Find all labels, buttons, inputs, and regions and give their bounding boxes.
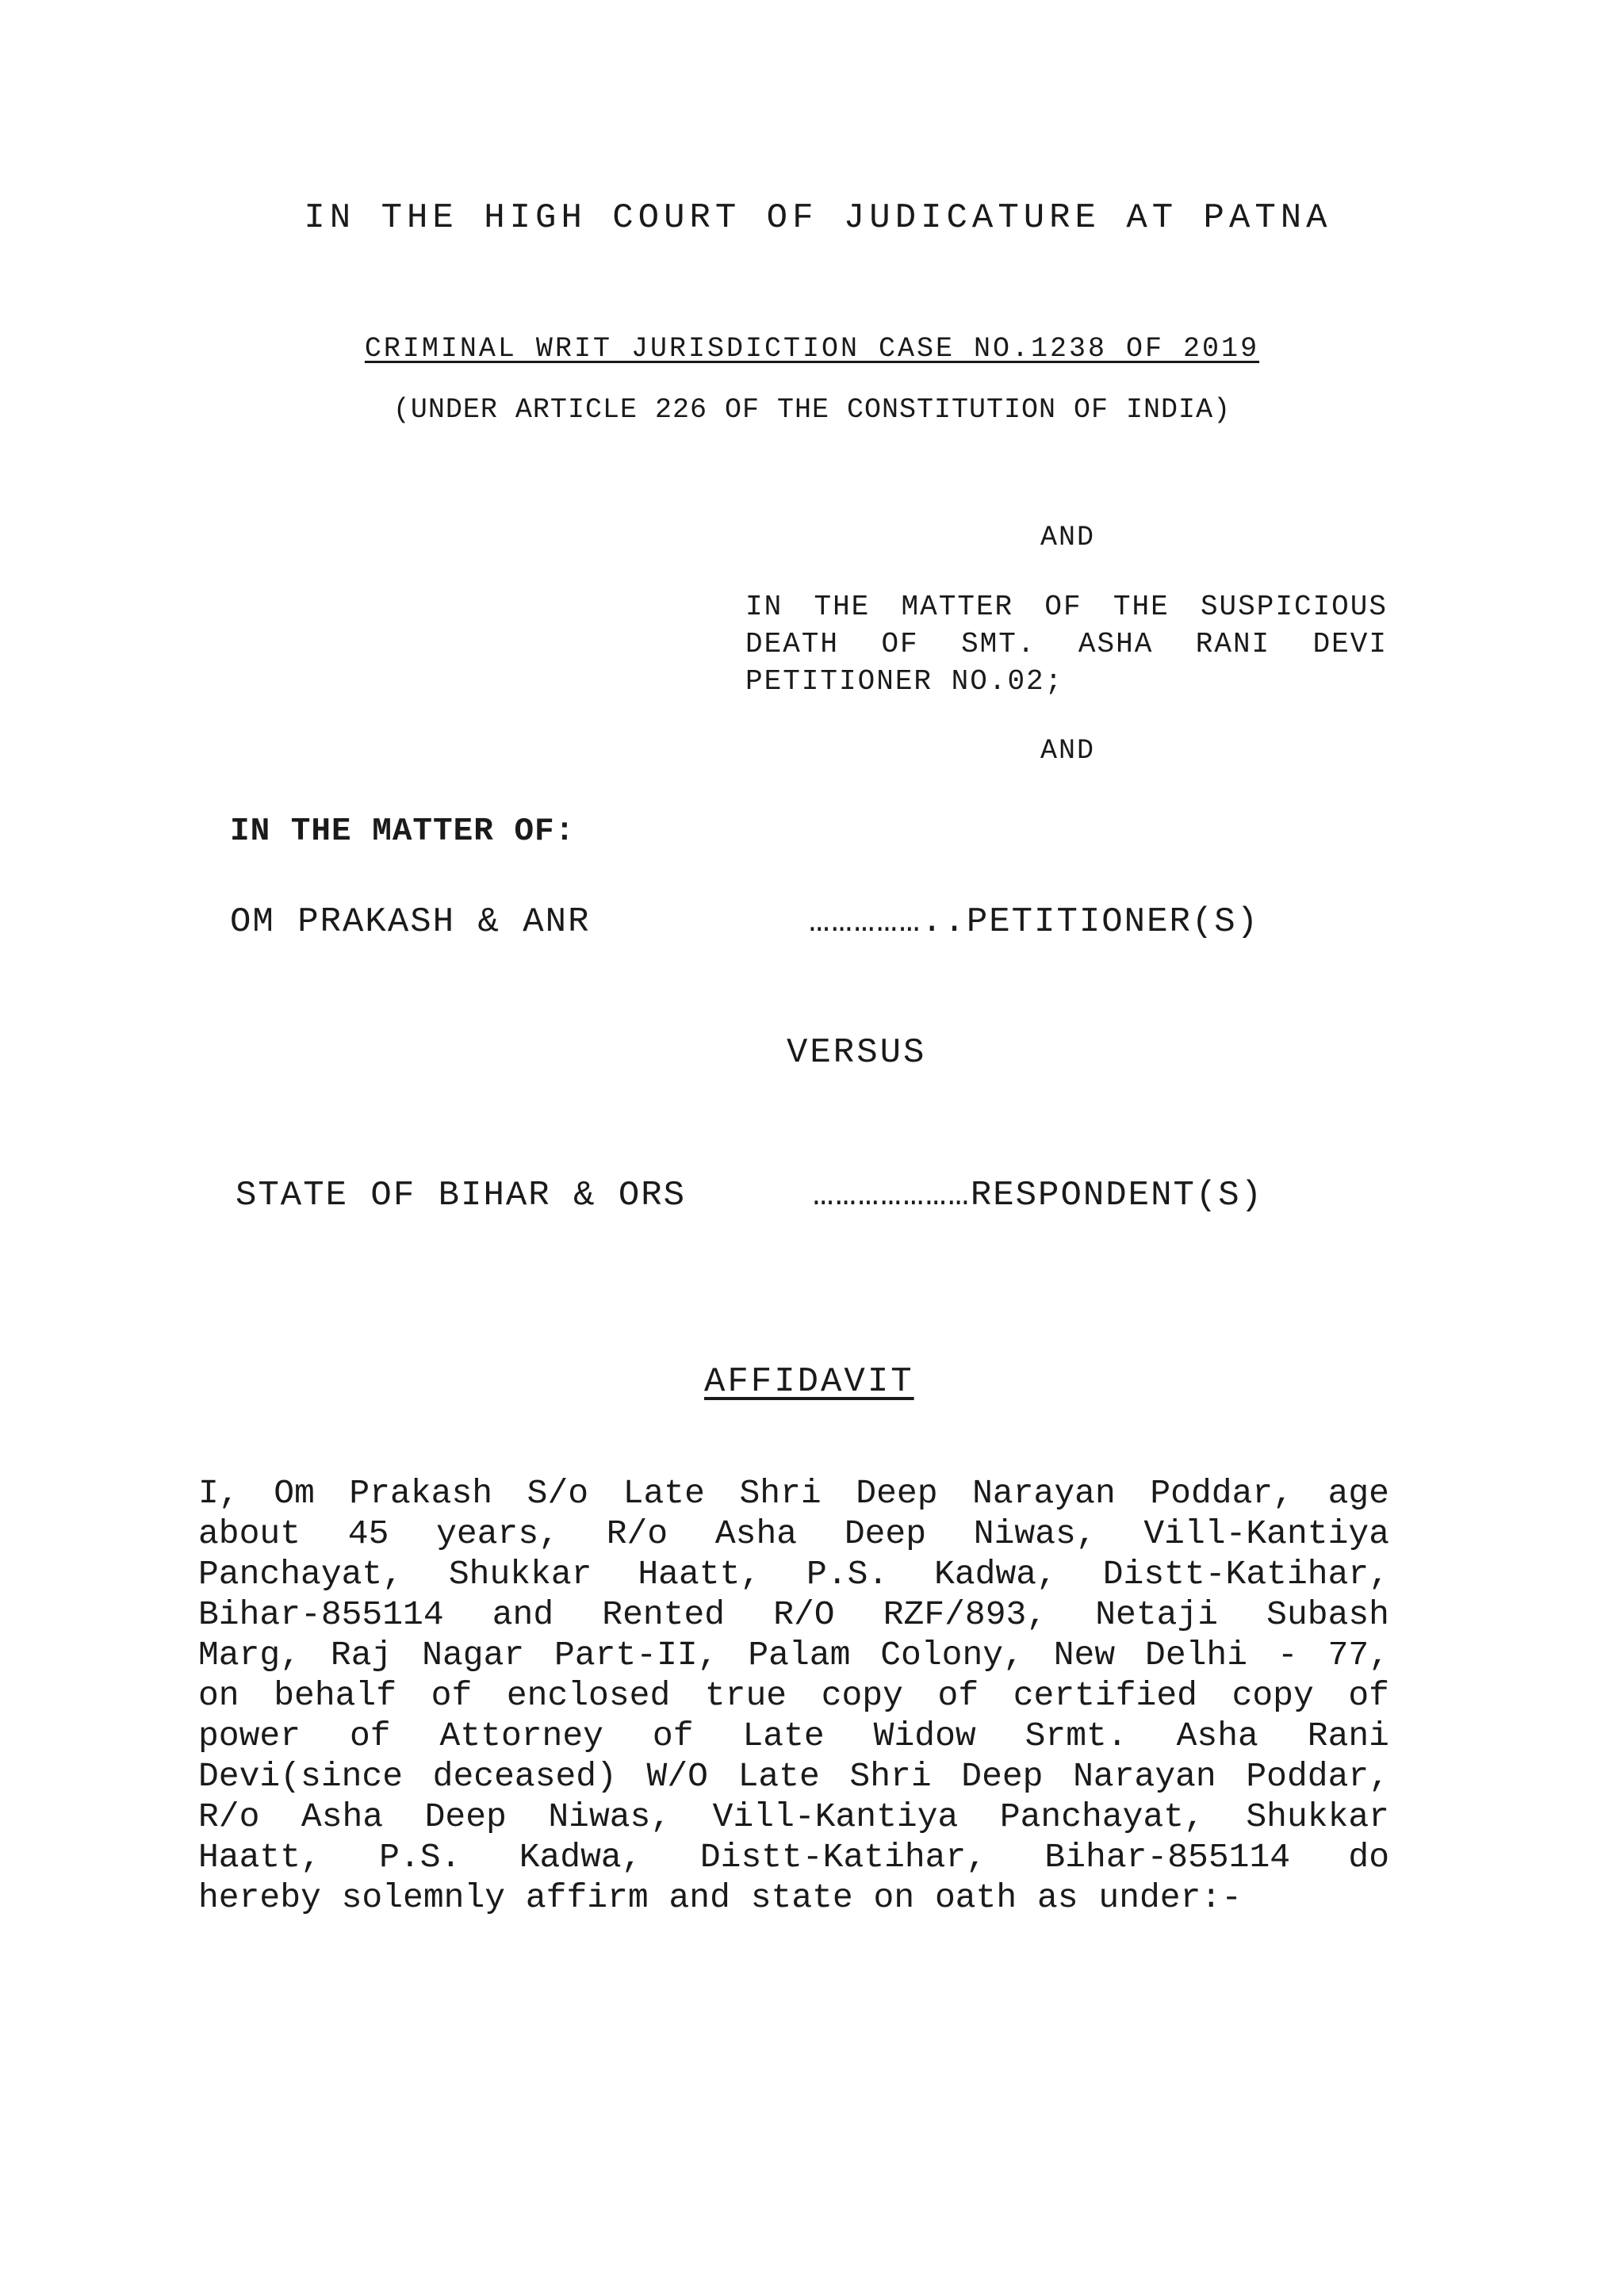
respondent-role: …………………RESPONDENT(S) (813, 1176, 1264, 1215)
article-reference: (UNDER ARTICLE 226 OF THE CONSTITUTION OF INDIA) (393, 394, 1231, 426)
affidavit-line: Marg, Raj Nagar Part-II, Palam Colony, New Delhi - 77, (198, 1636, 1389, 1674)
suspicious-death-matter (745, 588, 1388, 700)
affidavit-line: on behalf of enclosed true copy of certified copy of (198, 1676, 1389, 1715)
petitioner-role: ……………..PETITIONER(S) (809, 902, 1260, 942)
versus-label: VERSUS (787, 1033, 927, 1073)
affidavit-line: Panchayat, Shukkar Haatt, P.S. Kadwa, Distt-Katihar, (198, 1555, 1389, 1594)
respondent-name: STATE OF BIHAR & ORS (236, 1176, 687, 1215)
matter-line: PETITIONER NO.02; (745, 665, 1064, 698)
matter-line: DEATH OF SMT. ASHA RANI DEVI (745, 628, 1388, 660)
and-separator-2: AND (1040, 735, 1096, 767)
and-separator-1: AND (1040, 522, 1096, 553)
affidavit-line: hereby solemnly affirm and state on oath as under:- (198, 1878, 1243, 1917)
affidavit-line: power of Attorney of Late Widow Srmt. Asha Rani (198, 1716, 1389, 1755)
matter-line: IN THE MATTER OF THE SUSPICIOUS (745, 591, 1388, 623)
affidavit-line: Haatt, P.S. Kadwa, Distt-Katihar, Bihar-855114 do (198, 1838, 1389, 1877)
affidavit-line: Devi(since deceased) W/O Late Shri Deep Narayan Poddar, (198, 1757, 1389, 1796)
in-the-matter-heading: IN THE MATTER OF: (230, 813, 576, 850)
case-number: CRIMINAL WRIT JURISDICTION CASE NO.1238 OF 2019 (364, 333, 1260, 365)
affidavit-line: R/o Asha Deep Niwas, Vill-Kantiya Panchayat, Shukkar (198, 1797, 1389, 1836)
affidavit-line: Bihar-855114 and Rented R/O RZF/893, Netaji Subash (198, 1595, 1389, 1634)
affidavit-body (198, 1473, 1389, 1918)
affidavit-line: I, Om Prakash S/o Late Shri Deep Narayan Poddar, age (198, 1474, 1389, 1513)
petitioner-name: OM PRAKASH & ANR (230, 902, 591, 942)
court-title: IN THE HIGH COURT OF JUDICATURE AT PATNA (304, 198, 1332, 238)
affidavit-title: AFFIDAVIT (704, 1362, 914, 1402)
affidavit-line: about 45 years, R/o Asha Deep Niwas, Vill-Kantiya (198, 1514, 1389, 1553)
